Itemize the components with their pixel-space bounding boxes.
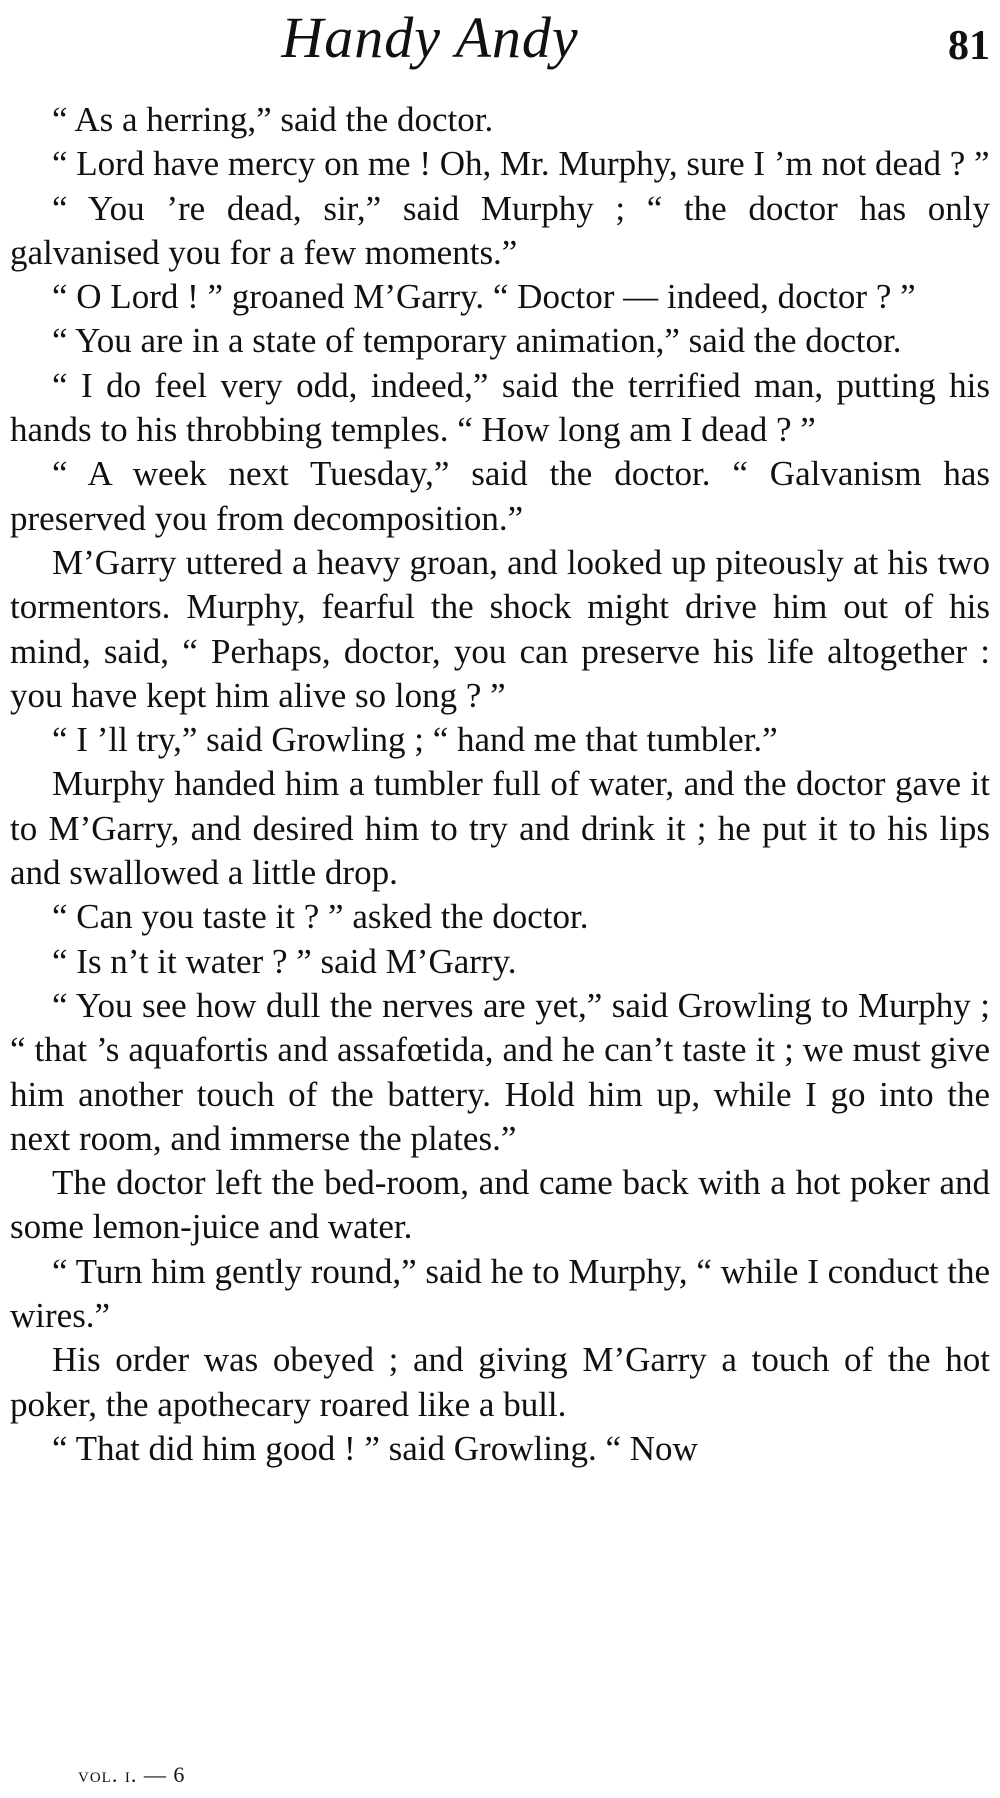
paragraph: M’Garry uttered a heavy groan, and looked up piteously at his two tormentors. Murphy, fearful the shock might drive him out of his mind, said, “ Perhaps, doctor, you can preserve his life altogether : you have kept him alive so long ? ” [10, 542, 990, 715]
paragraph: “ I ’ll try,” said Growling ; “ hand me that tumbler.” [52, 720, 778, 760]
paragraph: “ Lord have mercy on me ! Oh, Mr. Murphy, sure I ’m not dead ? ” [52, 144, 990, 184]
paragraph: “ You ’re dead, sir,” said Murphy ; “ the doctor has only galvanised you for a few moments.” [10, 188, 990, 272]
page-header [0, 4, 1000, 74]
paragraph: “ You are in a state of temporary animation,” said the doctor. [52, 321, 902, 361]
paragraph: “ You see how dull the nerves are yet,” said Growling to Murphy ; “ that ’s aquafortis and assafœtida, and he can’t taste it ; we must give him another touch of the battery. Hold him up, while I go into the next room, and immerse the plates.” [10, 985, 990, 1158]
paragraph: “ Is n’t it water ? ” said M’Garry. [52, 941, 517, 981]
running-title: Handy Andy [281, 5, 579, 70]
body-text [10, 98, 990, 1471]
paragraph: The doctor left the bed-room, and came back with a hot poker and some lemon-juice and water. [10, 1163, 990, 1247]
paragraph: His order was obeyed ; and giving M’Garry a touch of the hot poker, the apothecary roared like a bull. [10, 1340, 990, 1424]
paragraph: “ That did him good ! ” said Growling. “ Now [52, 1428, 698, 1468]
paragraph: “ Turn him gently round,” said he to Murphy, “ while I conduct the wires.” [10, 1251, 990, 1336]
paragraph: “ As a herring,” said the doctor. [52, 100, 494, 139]
signature-mark: vol. i. — 6 [78, 1762, 186, 1787]
paragraph: “ A week next Tuesday,” said the doctor. “ Galvanism has preserved you from decomposition.” [10, 454, 990, 538]
page-number: 81 [948, 23, 990, 69]
paragraph: “ O Lord ! ” groaned M’Garry. “ Doctor — indeed, doctor ? ” [52, 277, 916, 317]
paragraph: “ Can you taste it ? ” asked the doctor. [52, 897, 589, 937]
paragraph: Murphy handed him a tumbler full of water, and the doctor gave it to M’Garry, and desired him to try and drink it ; he put it to his lips and swallowed a little drop. [10, 764, 990, 893]
paragraph: “ I do feel very odd, indeed,” said the terrified man, putting his hands to his throbbing temples. “ How long am I dead ? ” [10, 365, 990, 450]
